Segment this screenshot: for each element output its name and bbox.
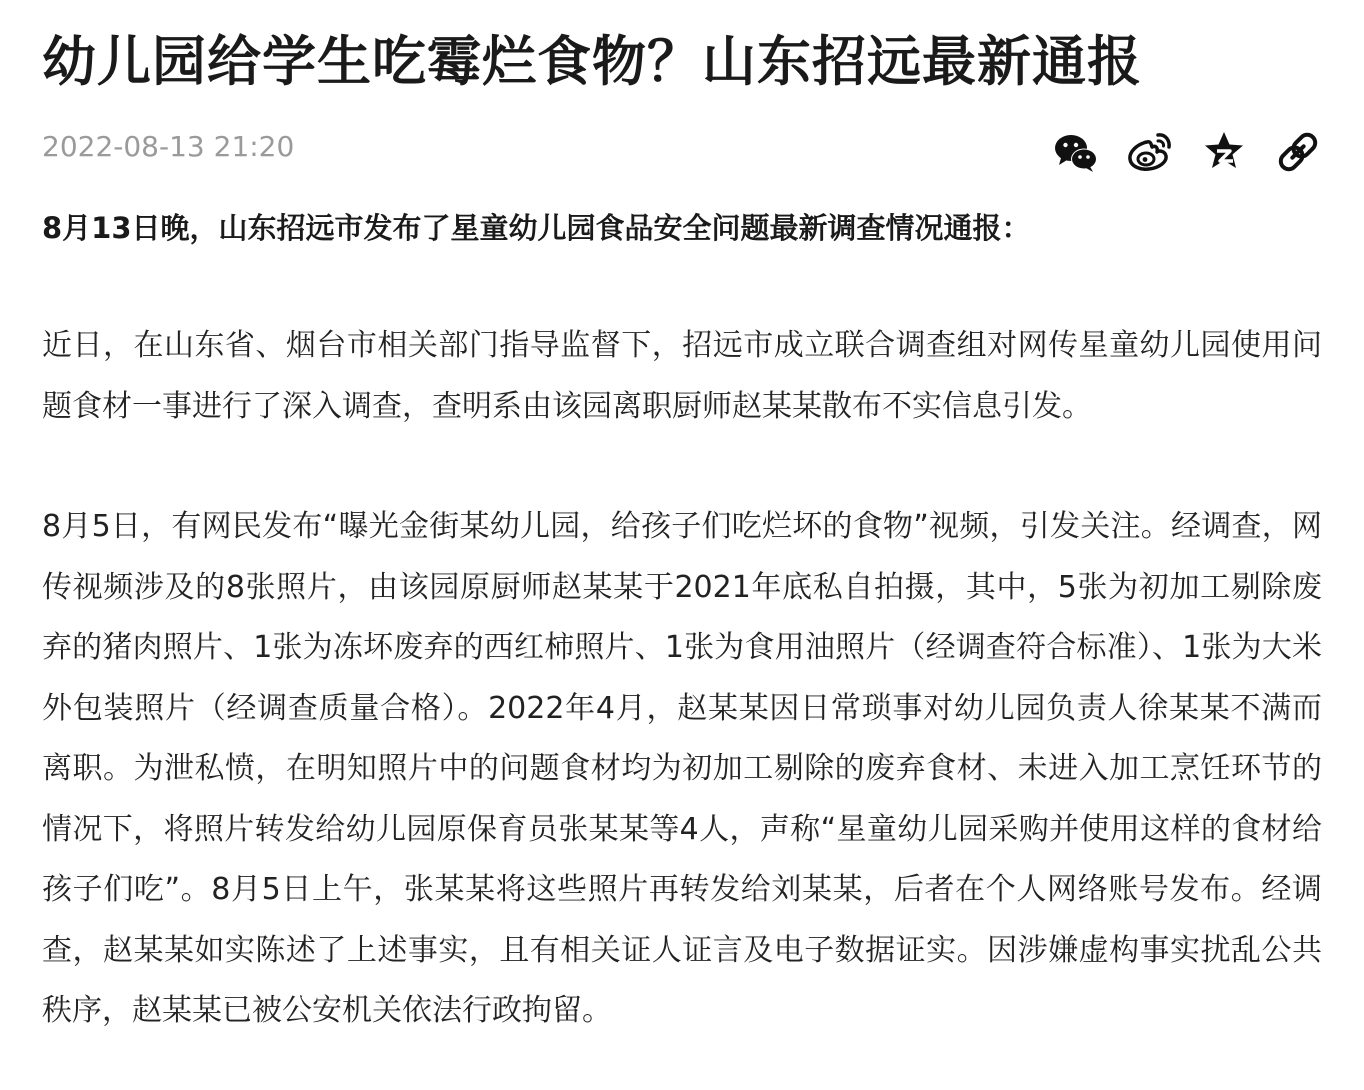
share-wechat-button[interactable] xyxy=(1052,128,1100,176)
share-qzone-button[interactable] xyxy=(1200,128,1248,176)
link-icon xyxy=(1274,128,1322,176)
article-title: 幼儿园给学生吃霉烂食物？山东招远最新通报 xyxy=(42,30,1142,93)
article-paragraph: 8月5日，有网民发布“曝光金街某幼儿园，给孩子们吃烂坏的食物”视频，引发关注。经调查，网传视频涉及的8张照片，由该园原厨师赵某某于2021年底私自拍摄，其中，5张为初加工剔除废弃的猪肉照片、1张为冻坏废弃的西红柿照片、1张为食用油照片（经调查符合标准）、1张为大米外包装照片（经调查质量合格）。2022年4月，赵某某因日常琐事对幼儿园负责人徐某某不满而离职。为泄私愤，在明知照片中的问题食材均为初加工剔除的废弃食材、未进入加工烹饪环节的情况下，将照片转发给幼儿园原保育员张某某等4人，声称“星童幼儿园采购并使用这样的食材给孩子们吃”。8月5日上午，张某某将这些照片再转发给刘某某，后者在个人网络账号发布。经调查，赵某某如实陈述了上述事实，且有相关证人证言及电子数据证实。因涉嫌虚构事实扰乱公共秩序，赵某某已被公安机关依法行政拘留。 xyxy=(42,509,1322,1028)
weibo-icon xyxy=(1126,128,1174,176)
publish-date: 2022-08-13 21:20 xyxy=(42,130,295,163)
article-paragraph: 近日，在山东省、烟台市相关部门指导监督下，招远市成立联合调查组对网传星童幼儿园使用问题食材一事进行了深入调查，查明系由该园离职厨师赵某某散布不实信息引发。 xyxy=(42,328,1322,424)
qzone-icon xyxy=(1200,128,1248,176)
article-lead: 8月13日晚，山东招远市发布了星童幼儿园食品安全问题最新调查情况通报： xyxy=(42,211,1031,245)
meta-row xyxy=(42,128,1322,188)
copy-link-button[interactable] xyxy=(1274,128,1322,176)
share-weibo-button[interactable] xyxy=(1126,128,1174,176)
share-bar xyxy=(1052,128,1322,176)
wechat-icon xyxy=(1052,128,1100,176)
